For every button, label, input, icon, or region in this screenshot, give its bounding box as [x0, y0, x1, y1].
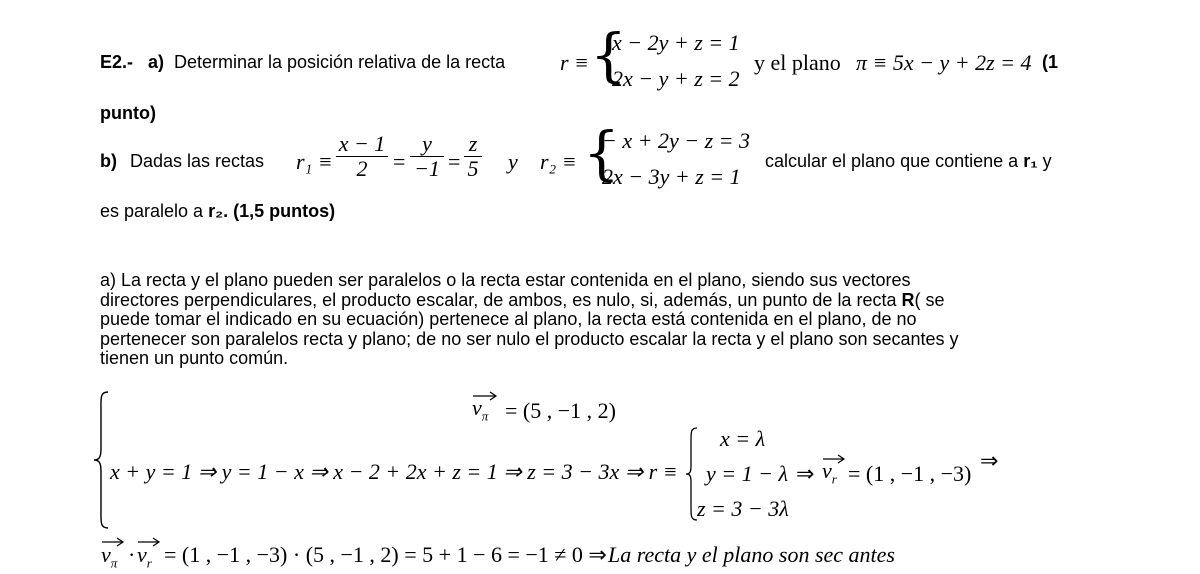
points-a-open: (1 [1042, 52, 1059, 72]
points-a-close: punto) [100, 103, 156, 123]
vector-arrow-icon [137, 537, 161, 547]
r2-definition: r₂ ≡ [540, 149, 577, 174]
v-r-vector: $v_r$ [822, 458, 837, 487]
part-a-label: a) [148, 52, 165, 72]
param-x: x = λ [720, 426, 766, 451]
r1-fraction-2 [410, 132, 444, 181]
solution-paragraph [100, 271, 1110, 369]
v-r-value: = (1 , −1 , −3) [848, 461, 972, 486]
paragraph-line: a) La recta y el plano pueden ser paralelos o la recta estar contenida en el plano, siendo sus vectores [100, 270, 911, 290]
dot-result: = (1 , −1 , −3) · (5 , −1 , 2) = 5 + 1 − 6 = −1 ≠ 0 ⇒ [164, 542, 607, 567]
equals-sign: = [393, 149, 406, 174]
part-b-tail-2: es paralelo a r₂. (1,5 puntos) [100, 201, 336, 221]
plane-text: y el plano [754, 50, 841, 75]
trailing-arrow: ⇒ [980, 448, 999, 473]
part-a-text: Determinar la posición relativa de la recta [174, 52, 506, 72]
r-equation-2: 2x − y + z = 2 [612, 66, 740, 91]
vector-arrow-icon [101, 537, 125, 547]
dot-operator: · [128, 542, 136, 567]
r2-equation-2: 2x − 3y + z = 1 [602, 164, 741, 189]
derivation-line: x + y = 1 ⇒ y = 1 − x ⇒ x − 2 + 2x + z = 1 ⇒ z = 3 − 3x ⇒ r ≡ [110, 459, 678, 484]
part-b-text: Dadas las rectas [130, 151, 265, 171]
r1-fraction-1 [336, 132, 388, 181]
large-brace [92, 390, 112, 530]
paragraph-line: tienen un punto común. [100, 348, 289, 368]
paragraph-line: directores perpendiculares, el producto escalar, de ambos, es nulo, si, además, un punto de la recta R( se [100, 289, 945, 310]
r1-numerator-3: z [468, 131, 478, 156]
system-brace: { [590, 21, 627, 89]
r1-fraction-3 [464, 132, 482, 181]
r-definition: r ≡ [560, 50, 589, 75]
and-text: y [508, 149, 518, 174]
v-pi-value: = (5 , −1 , 2) [505, 398, 616, 423]
r1-denominator-1: 2 [336, 156, 388, 181]
param-z: z = 3 − 3λ [697, 496, 789, 521]
r1-numerator-1: x − 1 [338, 131, 386, 156]
conclusion: La recta y el plano son sec antes [608, 542, 895, 567]
r1-denominator-3: 5 [464, 156, 482, 181]
param-y: y = 1 − λ [706, 461, 788, 486]
vector-arrow-icon [822, 454, 846, 464]
paragraph-line: puede tomar el indicado en su ecuación) pertenece al plano, la recta está contenida en el plano, de no [100, 309, 917, 329]
part-b-tail: calcular el plano que contiene a r₁ y [765, 151, 1052, 171]
equals-sign: = [448, 149, 461, 174]
v-pi-vector: $v_\pi$ [101, 542, 117, 571]
vector-arrow-icon [472, 391, 498, 401]
system-brace: { [583, 119, 620, 187]
r-equation-1: x − 2y + z = 1 [612, 30, 740, 55]
r1-definition: r₁ ≡ [296, 149, 333, 174]
r1-numerator-2: y [422, 131, 432, 156]
r2-equation-1: − x + 2y − z = 3 [602, 128, 750, 153]
plane-equation: π ≡ 5x − y + 2z = 4 [856, 50, 1032, 75]
implies-arrow: ⇒ [796, 461, 815, 486]
problem-label: E2.- [100, 52, 134, 72]
paragraph-line: pertenecer son paralelos recta y plano; de no ser nulo el producto escalar la recta y el plano son secantes y [100, 328, 959, 349]
r1-denominator-2: −1 [410, 156, 444, 181]
v-pi-vector: $v_\pi$ [472, 395, 488, 424]
v-r-vector: $v_r$ [137, 542, 152, 571]
part-b-label: b) [100, 151, 117, 171]
